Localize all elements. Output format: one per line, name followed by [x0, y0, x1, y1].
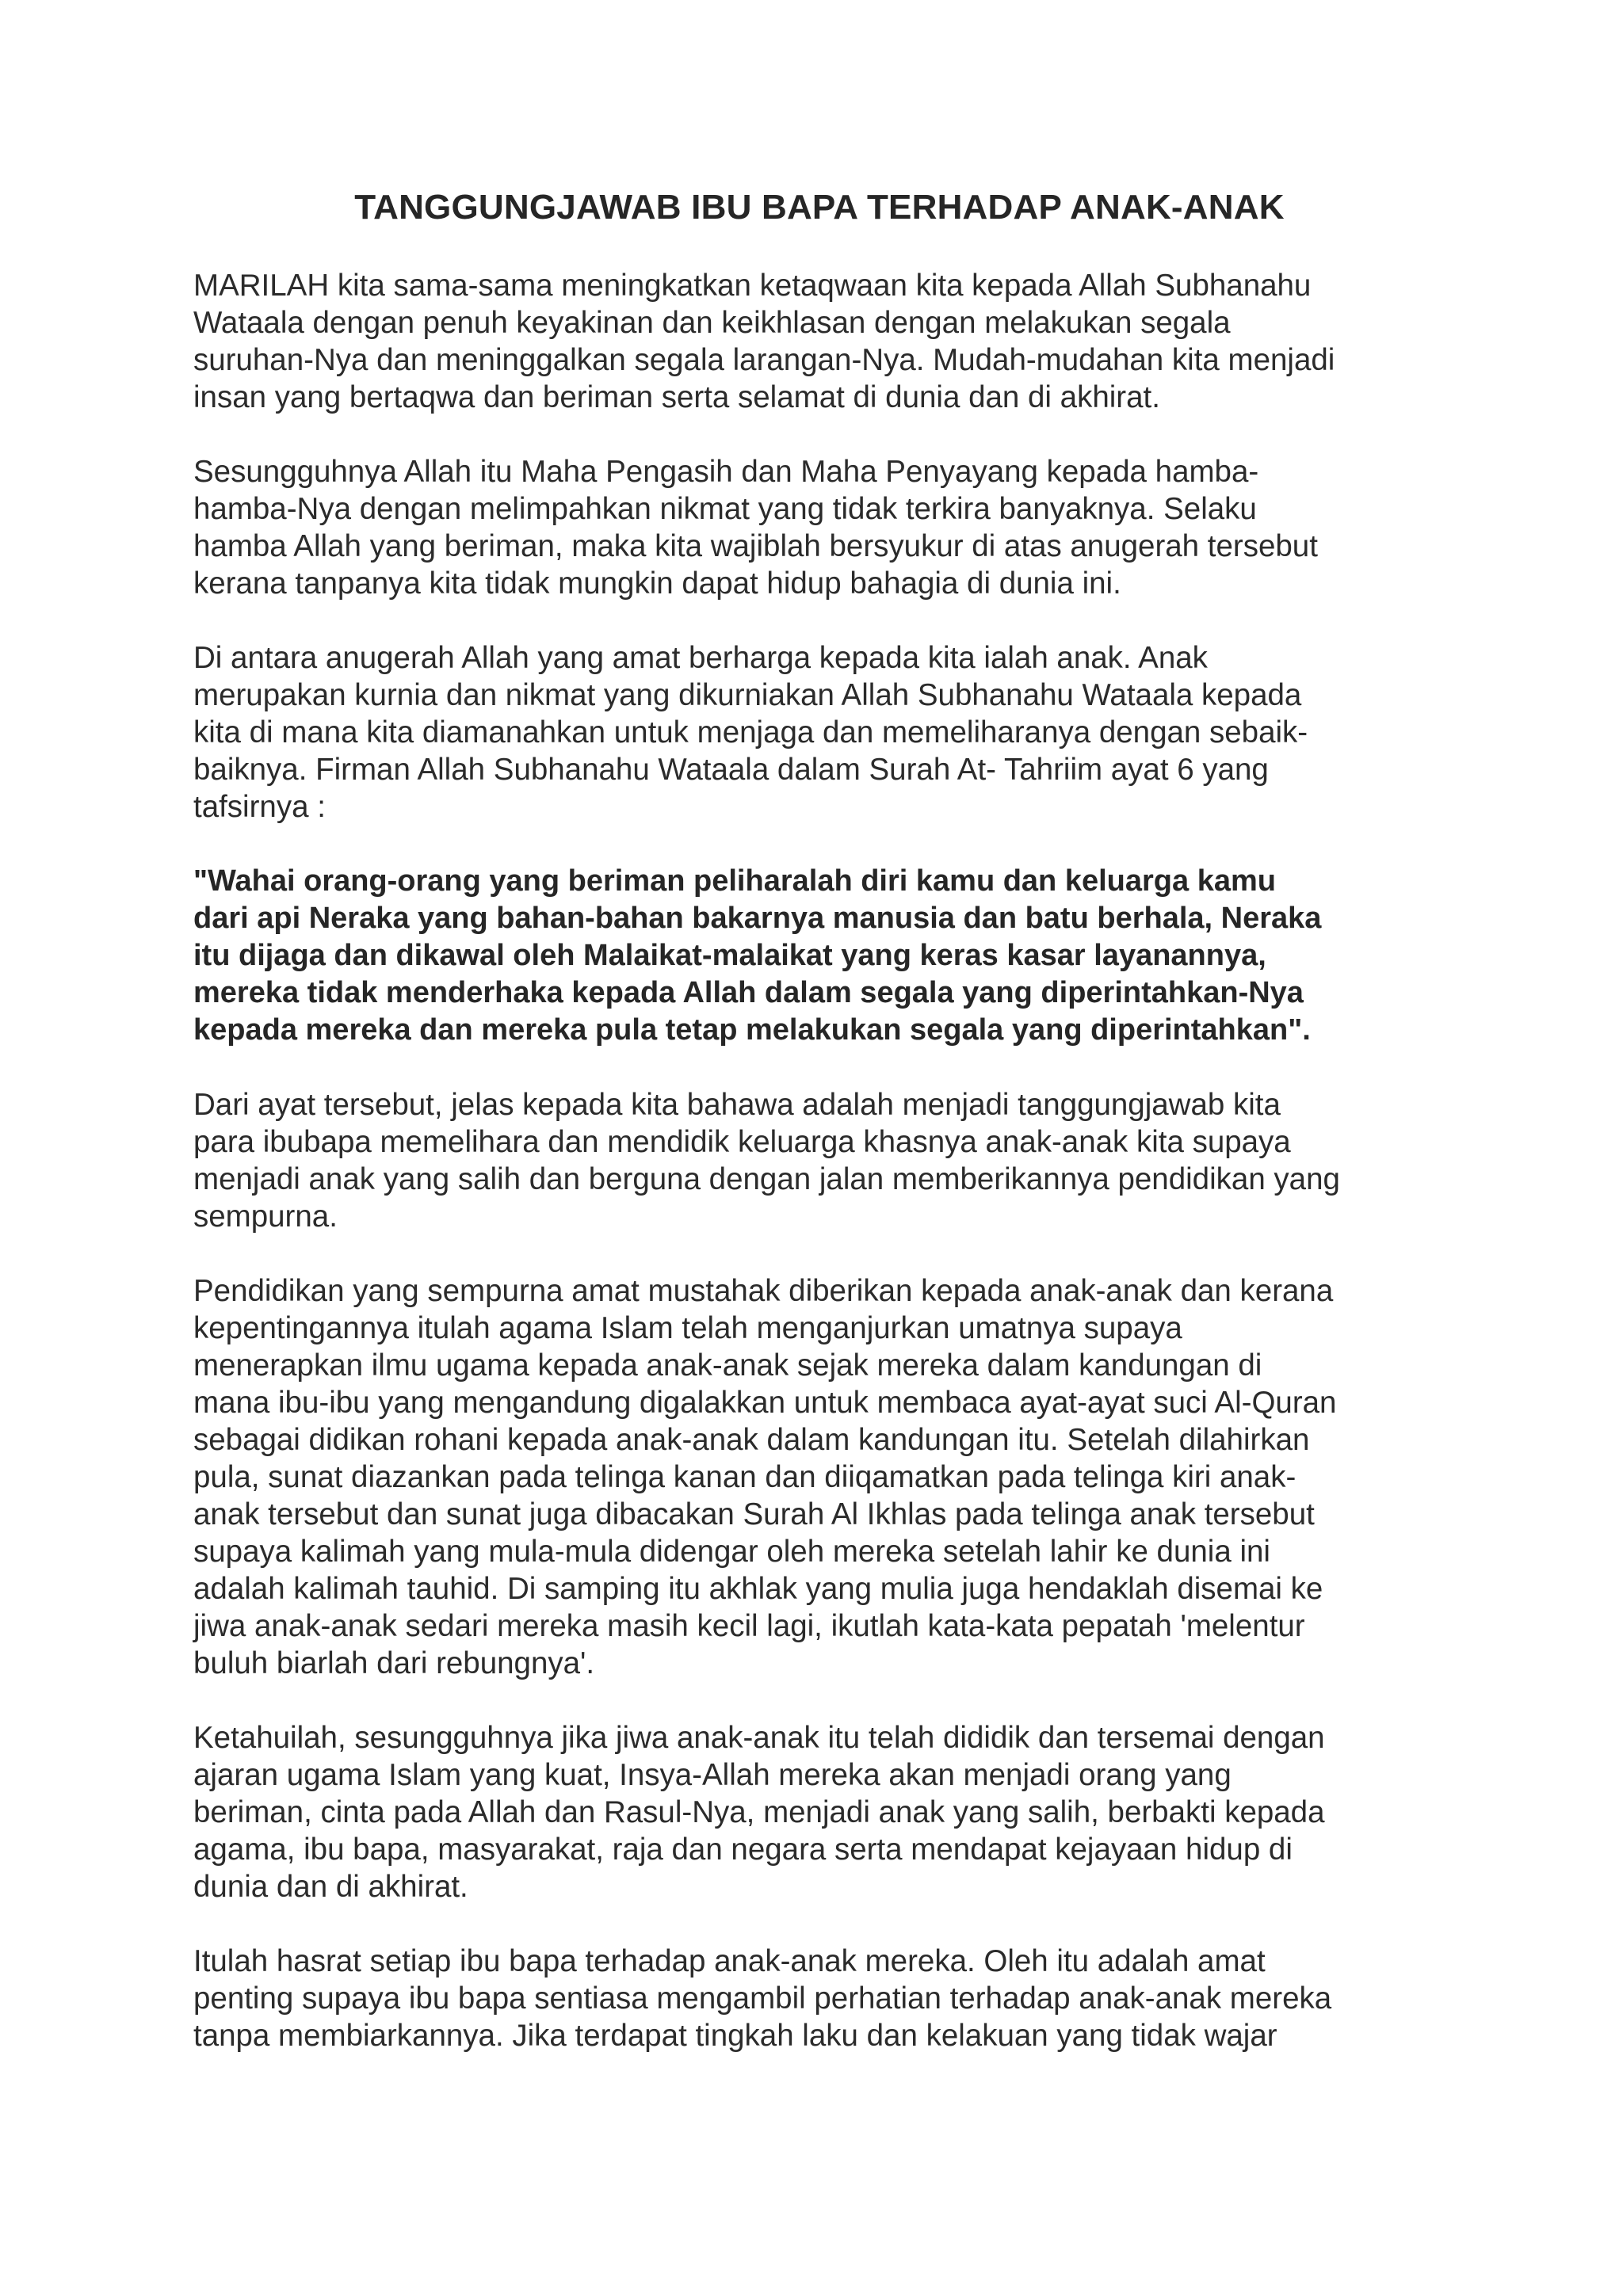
text-line: ajaran ugama Islam yang kuat, Insya-Allah mereka akan menjadi orang yang: [193, 1757, 1232, 1792]
text-line: insan yang bertaqwa dan beriman serta selamat di dunia dan di akhirat.: [193, 379, 1160, 414]
text-line: para ibubapa memelihara dan mendidik keluarga khasnya anak-anak kita supaya: [193, 1124, 1291, 1159]
text-line: suruhan-Nya dan meninggalkan segala larangan-Nya. Mudah-mudahan kita menjadi: [193, 342, 1335, 377]
text-line: tafsirnya :: [193, 789, 326, 824]
text-line: buluh biarlah dari rebungnya'.: [193, 1646, 595, 1680]
text-line: menjadi anak yang salih dan berguna dengan jalan memberikannya pendidikan yang: [193, 1161, 1340, 1196]
text-line: beriman, cinta pada Allah dan Rasul-Nya, menjadi anak yang salih, berbakti kepada: [193, 1794, 1325, 1829]
document-body: [193, 187, 1445, 2092]
quoted-verse: [193, 863, 1445, 1049]
paragraph: [193, 453, 1445, 602]
text-line: Ketahuilah, sesungguhnya jika jiwa anak-anak itu telah dididik dan tersemai dengan: [193, 1720, 1325, 1755]
text-line: kepentingannya itulah agama Islam telah menganjurkan umatnya supaya: [193, 1310, 1182, 1345]
text-line: "Wahai orang-orang yang beriman peliharalah diri kamu dan keluarga kamu: [193, 864, 1276, 898]
text-line: MARILAH kita sama-sama meningkatkan ketaqwaan kita kepada Allah Subhanahu: [193, 268, 1312, 303]
text-line: hamba-Nya dengan melimpahkan nikmat yang tidak terkira banyaknya. Selaku: [193, 491, 1257, 526]
document-title: TANGGUNGJAWAB IBU BAPA TERHADAP ANAK-ANAK: [354, 188, 1285, 227]
text-line: Dari ayat tersebut, jelas kepada kita bahawa adalah menjadi tanggungjawab kita: [193, 1087, 1281, 1122]
text-line: agama, ibu bapa, masyarakat, raja dan negara serta mendapat kejayaan hidup di: [193, 1832, 1293, 1867]
paragraph: [193, 639, 1445, 826]
text-line: anak tersebut dan sunat juga dibacakan Surah Al Ikhlas pada telinga anak tersebut: [193, 1497, 1315, 1531]
text-line: kerana tanpanya kita tidak mungkin dapat hidup bahagia di dunia ini.: [193, 566, 1121, 601]
text-line: hamba Allah yang beriman, maka kita wajiblah bersyukur di atas anugerah tersebut: [193, 528, 1318, 563]
text-line: kepada mereka dan mereka pula tetap melakukan segala yang diperintahkan".: [193, 1013, 1311, 1047]
text-line: dunia dan di akhirat.: [193, 1869, 468, 1904]
text-line: kita di mana kita diamanahkan untuk menjaga dan memeliharanya dengan sebaik-: [193, 715, 1308, 749]
text-line: pula, sunat diazankan pada telinga kanan dan diiqamatkan pada telinga kiri anak-: [193, 1459, 1296, 1494]
text-line: tanpa membiarkannya. Jika terdapat tingkah laku dan kelakuan yang tidak wajar: [193, 2018, 1277, 2053]
text-line: Wataala dengan penuh keyakinan dan keikhlasan dengan melakukan segala: [193, 305, 1231, 340]
paragraph: [193, 1272, 1445, 1682]
text-line: itu dijaga dan dikawal oleh Malaikat-malaikat yang keras kasar layanannya,: [193, 938, 1266, 972]
text-line: baiknya. Firman Allah Subhanahu Wataala dalam Surah At- Tahriim ayat 6 yang: [193, 752, 1269, 787]
text-line: menerapkan ilmu ugama kepada anak-anak sejak mereka dalam kandungan di: [193, 1348, 1262, 1383]
text-line: sempurna.: [193, 1199, 338, 1234]
paragraph: [193, 1086, 1445, 1235]
text-line: penting supaya ibu bapa sentiasa mengambil perhatian terhadap anak-anak mereka: [193, 1981, 1332, 2016]
text-line: jiwa anak-anak sedari mereka masih kecil lagi, ikutlah kata-kata pepatah 'melentur: [193, 1608, 1305, 1643]
text-line: dari api Neraka yang bahan-bahan bakarnya manusia dan batu berhala, Neraka: [193, 901, 1322, 935]
text-line: Di antara anugerah Allah yang amat berharga kepada kita ialah anak. Anak: [193, 640, 1208, 675]
text-line: supaya kalimah yang mula-mula didengar oleh mereka setelah lahir ke dunia ini: [193, 1534, 1270, 1569]
text-line: mana ibu-ibu yang mengandung digalakkan untuk membaca ayat-ayat suci Al-Quran: [193, 1385, 1337, 1420]
text-line: mereka tidak menderhaka kepada Allah dalam segala yang diperintahkan-Nya: [193, 975, 1304, 1009]
text-line: Itulah hasrat setiap ibu bapa terhadap anak-anak mereka. Oleh itu adalah amat: [193, 1943, 1266, 1978]
text-line: Pendidikan yang sempurna amat mustahak diberikan kepada anak-anak dan kerana: [193, 1273, 1334, 1308]
paragraph: [193, 1943, 1445, 2054]
text-line: adalah kalimah tauhid. Di samping itu akhlak yang mulia juga hendaklah disemai ke: [193, 1571, 1323, 1606]
text-line: sebagai didikan rohani kepada anak-anak dalam kandungan itu. Setelah dilahirkan: [193, 1422, 1310, 1457]
paragraph: [193, 267, 1445, 416]
paragraph: [193, 1719, 1445, 1905]
text-line: Sesungguhnya Allah itu Maha Pengasih dan Maha Penyayang kepada hamba-: [193, 454, 1259, 489]
text-line: merupakan kurnia dan nikmat yang dikurniakan Allah Subhanahu Wataala kepada: [193, 677, 1302, 712]
